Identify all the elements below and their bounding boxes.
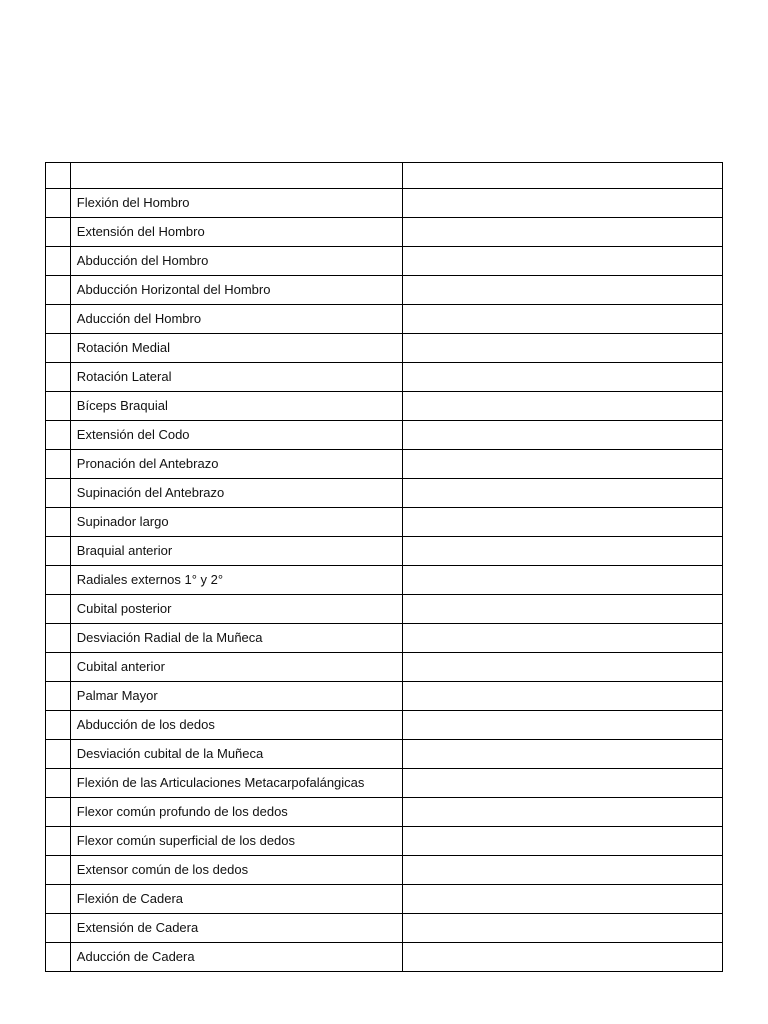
index-cell	[46, 769, 71, 798]
table-row	[46, 566, 723, 595]
value-cell	[402, 827, 722, 856]
movement-label-cell: Pronación del Antebrazo	[70, 450, 402, 479]
value-cell	[402, 769, 722, 798]
value-cell	[402, 276, 722, 305]
value-cell	[402, 334, 722, 363]
movement-label-cell: Flexión de las Articulaciones Metacarpofalángicas	[70, 769, 402, 798]
table-row	[46, 276, 723, 305]
table-row	[46, 595, 723, 624]
movement-label-cell: Supinación del Antebrazo	[70, 479, 402, 508]
movement-label-cell: Flexor común superficial de los dedos	[70, 827, 402, 856]
table-row	[46, 682, 723, 711]
value-cell	[402, 305, 722, 334]
movement-label-cell: Supinador largo	[70, 508, 402, 537]
movement-label-cell: Cubital anterior	[70, 653, 402, 682]
table-row	[46, 189, 723, 218]
index-cell	[46, 740, 71, 769]
movement-label-cell: Abducción de los dedos	[70, 711, 402, 740]
index-cell	[46, 247, 71, 276]
muscle-test-table	[45, 162, 723, 972]
index-cell	[46, 218, 71, 247]
movement-label-cell: Cubital posterior	[70, 595, 402, 624]
index-cell	[46, 885, 71, 914]
value-cell	[402, 450, 722, 479]
movement-label-cell: Bíceps Braquial	[70, 392, 402, 421]
index-cell	[46, 856, 71, 885]
table-row	[46, 798, 723, 827]
value-cell	[402, 189, 722, 218]
index-cell	[46, 595, 71, 624]
movement-label-cell	[70, 163, 402, 189]
movement-label-cell: Extensor común de los dedos	[70, 856, 402, 885]
movement-label-cell: Radiales externos 1° y 2°	[70, 566, 402, 595]
table-row	[46, 827, 723, 856]
value-cell	[402, 479, 722, 508]
value-cell	[402, 537, 722, 566]
table-row	[46, 914, 723, 943]
value-cell	[402, 595, 722, 624]
movement-label-cell: Desviación Radial de la Muñeca	[70, 624, 402, 653]
table-row	[46, 247, 723, 276]
movement-label-cell: Flexor común profundo de los dedos	[70, 798, 402, 827]
value-cell	[402, 943, 722, 972]
movement-label-cell: Palmar Mayor	[70, 682, 402, 711]
table-row	[46, 508, 723, 537]
index-cell	[46, 421, 71, 450]
index-cell	[46, 682, 71, 711]
table-row	[46, 943, 723, 972]
index-cell	[46, 392, 71, 421]
table-row	[46, 769, 723, 798]
table-row	[46, 624, 723, 653]
movement-label-cell: Flexión de Cadera	[70, 885, 402, 914]
value-cell	[402, 566, 722, 595]
value-cell	[402, 856, 722, 885]
index-cell	[46, 189, 71, 218]
value-cell	[402, 885, 722, 914]
movement-label-cell: Extensión de Cadera	[70, 914, 402, 943]
table-row	[46, 653, 723, 682]
index-cell	[46, 276, 71, 305]
table-row	[46, 392, 723, 421]
index-cell	[46, 537, 71, 566]
value-cell	[402, 392, 722, 421]
header-row	[46, 163, 723, 189]
value-cell	[402, 653, 722, 682]
index-cell	[46, 508, 71, 537]
value-cell	[402, 508, 722, 537]
value-cell	[402, 711, 722, 740]
index-cell	[46, 827, 71, 856]
index-cell	[46, 450, 71, 479]
table-row	[46, 218, 723, 247]
movement-label-cell: Aducción del Hombro	[70, 305, 402, 334]
value-cell	[402, 218, 722, 247]
table-row	[46, 740, 723, 769]
index-cell	[46, 363, 71, 392]
index-cell	[46, 163, 71, 189]
value-cell	[402, 363, 722, 392]
index-cell	[46, 943, 71, 972]
movement-label-cell: Aducción de Cadera	[70, 943, 402, 972]
value-cell	[402, 421, 722, 450]
index-cell	[46, 479, 71, 508]
value-cell	[402, 163, 722, 189]
table-row	[46, 479, 723, 508]
movement-label-cell: Rotación Medial	[70, 334, 402, 363]
value-cell	[402, 682, 722, 711]
value-cell	[402, 247, 722, 276]
value-cell	[402, 740, 722, 769]
table-body	[46, 163, 723, 972]
table-row	[46, 885, 723, 914]
index-cell	[46, 334, 71, 363]
table-row	[46, 856, 723, 885]
table-row	[46, 305, 723, 334]
movement-label-cell: Flexión del Hombro	[70, 189, 402, 218]
value-cell	[402, 914, 722, 943]
index-cell	[46, 653, 71, 682]
table-row	[46, 334, 723, 363]
movement-label-cell: Desviación cubital de la Muñeca	[70, 740, 402, 769]
table-row	[46, 450, 723, 479]
value-cell	[402, 798, 722, 827]
movement-label-cell: Braquial anterior	[70, 537, 402, 566]
table-row	[46, 421, 723, 450]
table-row	[46, 363, 723, 392]
movement-label-cell: Abducción Horizontal del Hombro	[70, 276, 402, 305]
index-cell	[46, 711, 71, 740]
index-cell	[46, 914, 71, 943]
movement-label-cell: Rotación Lateral	[70, 363, 402, 392]
table-row	[46, 711, 723, 740]
index-cell	[46, 305, 71, 334]
value-cell	[402, 624, 722, 653]
movement-label-cell: Abducción del Hombro	[70, 247, 402, 276]
movement-label-cell: Extensión del Hombro	[70, 218, 402, 247]
index-cell	[46, 566, 71, 595]
index-cell	[46, 624, 71, 653]
index-cell	[46, 798, 71, 827]
movement-label-cell: Extensión del Codo	[70, 421, 402, 450]
table-row	[46, 537, 723, 566]
